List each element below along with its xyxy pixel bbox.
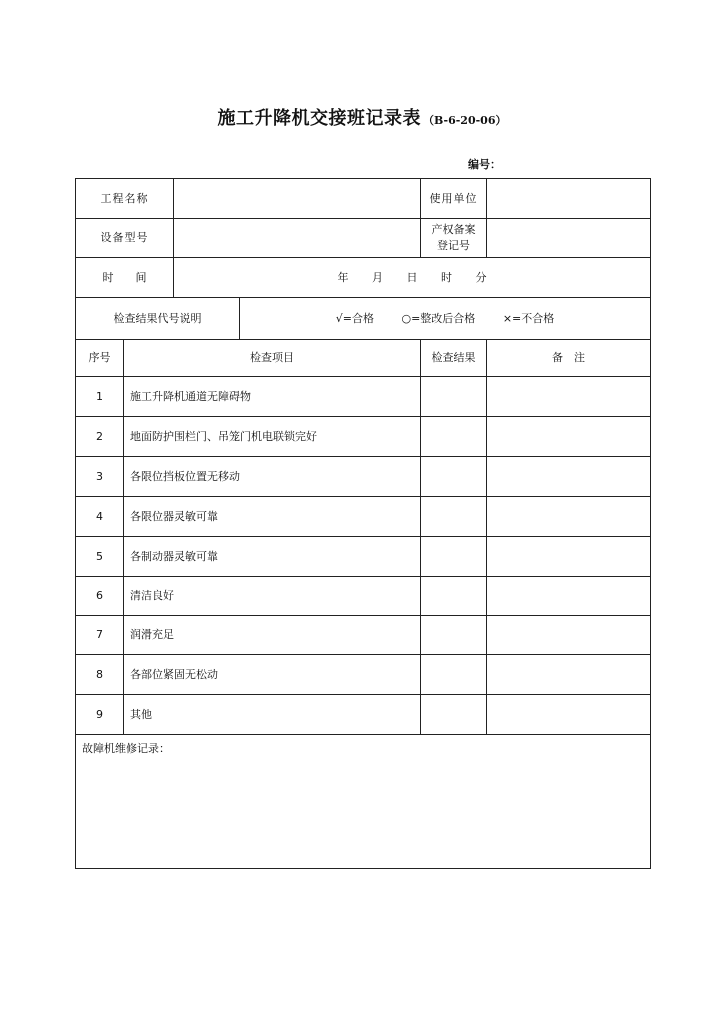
handover-record-table: [75, 178, 651, 869]
equipment-row: [76, 219, 651, 258]
row-number: 9: [76, 695, 124, 735]
check-result-field[interactable]: [421, 655, 487, 695]
table-row: [76, 377, 651, 417]
remark-field[interactable]: [487, 457, 651, 497]
check-item: 各制动器灵敏可靠: [124, 537, 421, 577]
table-row: [76, 577, 651, 616]
table-row: [76, 655, 651, 695]
remark-field[interactable]: [487, 655, 651, 695]
column-header-no: 序号: [76, 340, 124, 377]
check-item: 润滑充足: [124, 616, 421, 655]
check-result-field[interactable]: [421, 616, 487, 655]
user-unit-field[interactable]: [487, 179, 651, 219]
check-item: 清洁良好: [124, 577, 421, 616]
legend-label: 检查结果代号说明: [76, 298, 240, 340]
project-row: [76, 179, 651, 219]
check-result-field[interactable]: [421, 537, 487, 577]
time-unit-hour: 时: [441, 270, 452, 284]
time-unit-minute: 分: [475, 270, 487, 284]
row-number: 2: [76, 417, 124, 457]
check-item: 施工升降机通道无障碍物: [124, 377, 421, 417]
row-number: 4: [76, 497, 124, 537]
checklist-header-row: [76, 340, 651, 377]
column-header-item: 检查项目: [124, 340, 421, 377]
table-row: [76, 417, 651, 457]
doc-number: [468, 156, 541, 172]
time-unit-month: 月: [372, 270, 383, 284]
table-row: [76, 616, 651, 655]
legend-fail: ×=不合格: [502, 311, 555, 325]
check-result-field[interactable]: [421, 417, 487, 457]
time-unit-year: 年: [337, 270, 349, 284]
maintenance-row: [76, 735, 651, 869]
row-number: 3: [76, 457, 124, 497]
doc-number-label: 编号：: [468, 158, 501, 171]
form-title-block: [0, 104, 724, 130]
time-unit-day: 日: [406, 270, 418, 284]
maintenance-record-label: 故障机维修记录：: [82, 742, 170, 755]
project-name-label: 工程名称: [76, 179, 174, 219]
maintenance-record-field[interactable]: [76, 735, 651, 869]
row-number: 1: [76, 377, 124, 417]
remark-field[interactable]: [487, 417, 651, 457]
row-number: 7: [76, 616, 124, 655]
table-row: [76, 695, 651, 735]
registration-no-field[interactable]: [487, 219, 651, 258]
equipment-model-field[interactable]: [174, 219, 421, 258]
form-code: （B-6-20-06）: [423, 114, 507, 127]
registration-no-label: 产权备案登记号: [421, 219, 487, 258]
check-item: 各限位器灵敏可靠: [124, 497, 421, 537]
time-field[interactable]: [174, 258, 651, 298]
page-title: 施工升降机交接班记录表: [217, 108, 422, 129]
check-result-field[interactable]: [421, 377, 487, 417]
time-label: 时 间: [76, 258, 174, 298]
remark-field[interactable]: [487, 497, 651, 537]
legend-pass-after-fix: ○=整改后合格: [401, 311, 476, 325]
check-item: 各限位挡板位置无移动: [124, 457, 421, 497]
check-result-field[interactable]: [421, 577, 487, 616]
remark-field[interactable]: [487, 695, 651, 735]
table-row: [76, 457, 651, 497]
project-name-field[interactable]: [174, 179, 421, 219]
legend-row: [76, 298, 651, 340]
column-header-remark: 备 注: [487, 340, 651, 377]
legend-items: [240, 298, 651, 340]
check-result-field[interactable]: [421, 695, 487, 735]
row-number: 5: [76, 537, 124, 577]
check-item: 其他: [124, 695, 421, 735]
row-number: 6: [76, 577, 124, 616]
check-result-field[interactable]: [421, 497, 487, 537]
row-number: 8: [76, 655, 124, 695]
column-header-result: 检查结果: [421, 340, 487, 377]
remark-field[interactable]: [487, 537, 651, 577]
table-row: [76, 497, 651, 537]
table-row: [76, 537, 651, 577]
remark-field[interactable]: [487, 377, 651, 417]
legend-pass: √=合格: [335, 311, 374, 325]
user-unit-label: 使用单位: [421, 179, 487, 219]
check-item: 地面防护围栏门、吊笼门机电联锁完好: [124, 417, 421, 457]
check-item: 各部位紧固无松动: [124, 655, 421, 695]
remark-field[interactable]: [487, 616, 651, 655]
check-result-field[interactable]: [421, 457, 487, 497]
equipment-model-label: 设备型号: [76, 219, 174, 258]
remark-field[interactable]: [487, 577, 651, 616]
time-row: [76, 258, 651, 298]
